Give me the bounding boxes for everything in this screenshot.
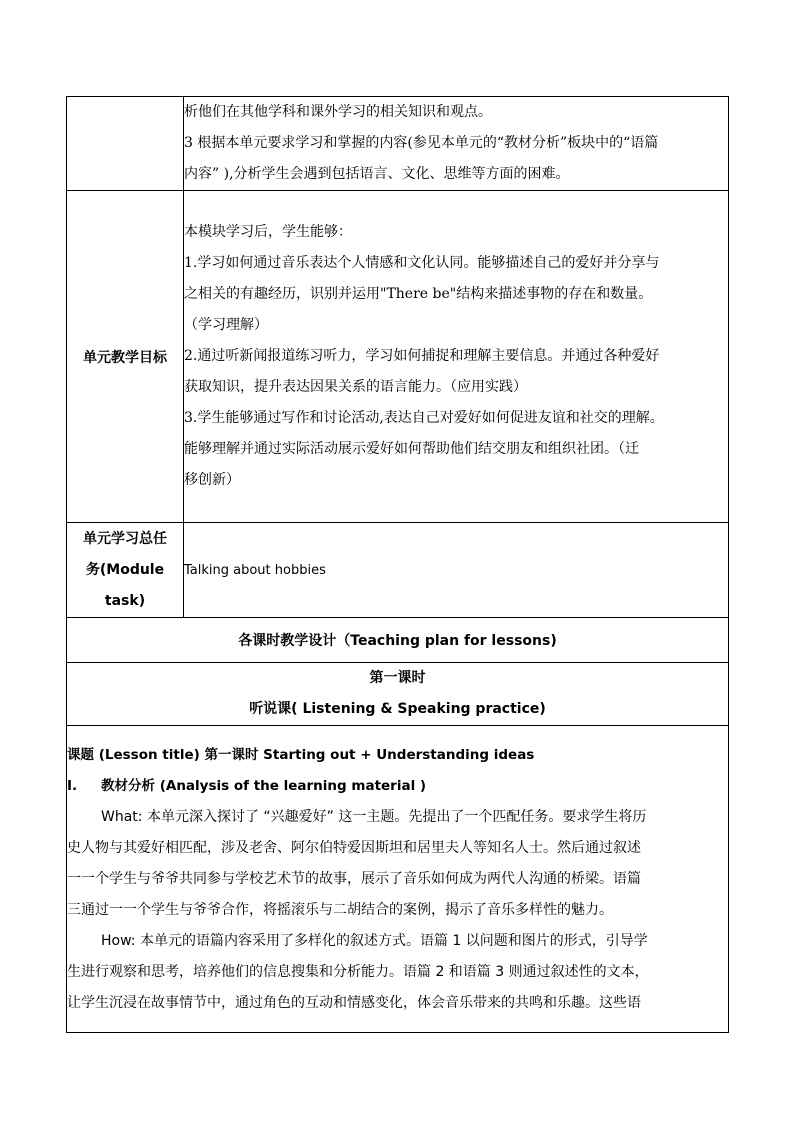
table-row: [67, 618, 729, 663]
label-line: task): [104, 592, 146, 609]
unit-objectives-cell: [184, 191, 729, 523]
table-row: [67, 726, 729, 1033]
module-task-cell: [184, 523, 729, 618]
text-line: 移创新）: [184, 472, 240, 488]
text-line: 一一个学生与爷爷共同参与学校艺术节的故事，展示了音乐如何成为两代人沟通的桥梁。语篇: [67, 870, 641, 887]
lesson-type: 听说课( Listening & Speaking practice): [249, 701, 546, 717]
module-task-label: [67, 523, 184, 618]
lesson-plan-table: [66, 96, 729, 1033]
text-line: 三通过一一个学生与爷爷合作，将摇滚乐与二胡结合的案例，揭示了音乐多样性的魅力。: [67, 901, 613, 918]
text-line: What: 本单元深入探讨了 “兴趣爱好” 这一主题。先提出了一个匹配任务。要求学生将历: [101, 808, 647, 825]
text-line: How: 本单元的语篇内容采用了多样化的叙述方式。语篇 1 以问题和图片的形式，引导学: [101, 932, 648, 949]
text-line: （学习理解）: [184, 317, 268, 333]
text-line: 让学生沉浸在故事情节中，通过角色的互动和情感变化，体会音乐带来的共鸣和乐趣。这些语: [67, 994, 641, 1011]
lesson-content-cell: [67, 726, 729, 1033]
text-line: 3.学生能够通过写作和讨论活动,表达自己对爱好如何促进友谊和社交的理解。: [184, 410, 664, 426]
section-heading: [67, 771, 728, 802]
module-task-value: Talking about hobbies: [184, 562, 326, 578]
lesson-one-header: [67, 663, 729, 726]
text-line: 3 根据本单元要求学习和掌握的内容(参见本单元的“教材分析”板块中的“语篇: [184, 135, 659, 151]
text-line: 能够理解并通过实际活动展示爱好如何帮助他们结交朋友和组织社团。（迁: [184, 441, 639, 457]
table-row: [67, 97, 729, 191]
text-line: 1.学习如何通过音乐表达个人情感和文化认同。能够描述自己的爱好并分享与: [184, 255, 660, 271]
teaching-plan-header: 各课时教学设计（Teaching plan for lessons): [67, 618, 729, 663]
text-line: 生进行观察和思考，培养他们的信息搜集和分析能力。语篇 2 和语篇 3 则通过叙述性的文本，: [67, 963, 649, 980]
unit-objectives-label: 单元教学目标: [67, 191, 184, 523]
text-line: 析他们在其他学科和课外学习的相关知识和观点。: [184, 104, 492, 120]
text-line: 本模块学习后，学生能够：: [184, 224, 352, 240]
intro-continuation-cell: [184, 97, 729, 191]
empty-label-cell: [67, 97, 184, 191]
text-line: 2.通过听新闻报道练习听力，学习如何捕捉和理解主要信息。并通过各种爱好: [184, 348, 660, 364]
label-line: 单元学习总任: [83, 530, 167, 547]
text-line: 史人物与其爱好相匹配，涉及老舍、阿尔伯特爱因斯坦和居里夫人等知名人士。然后通过叙述: [67, 839, 641, 856]
lesson-period: 第一课时: [369, 670, 426, 686]
section-number: I.: [67, 777, 78, 794]
table-row: [67, 663, 729, 726]
text-line: 获取知识，提升表达因果关系的语言能力。（应用实践）: [184, 379, 527, 395]
text-line: 内容” ),分析学生会遇到包括语言、文化、思维等方面的困难。: [184, 166, 570, 182]
text-line: 之相关的有趣经历，识别并运用"There be"结构来描述事物的存在和数量。: [184, 286, 653, 302]
section-title: 教材分析 (Analysis of the learning material ): [101, 777, 427, 794]
lesson-title: 课题 (Lesson title) 第一课时 Starting out + Understanding ideas: [67, 746, 535, 763]
table-row: [67, 523, 729, 618]
table-row: [67, 191, 729, 523]
label-line: 务(Module: [85, 561, 165, 578]
